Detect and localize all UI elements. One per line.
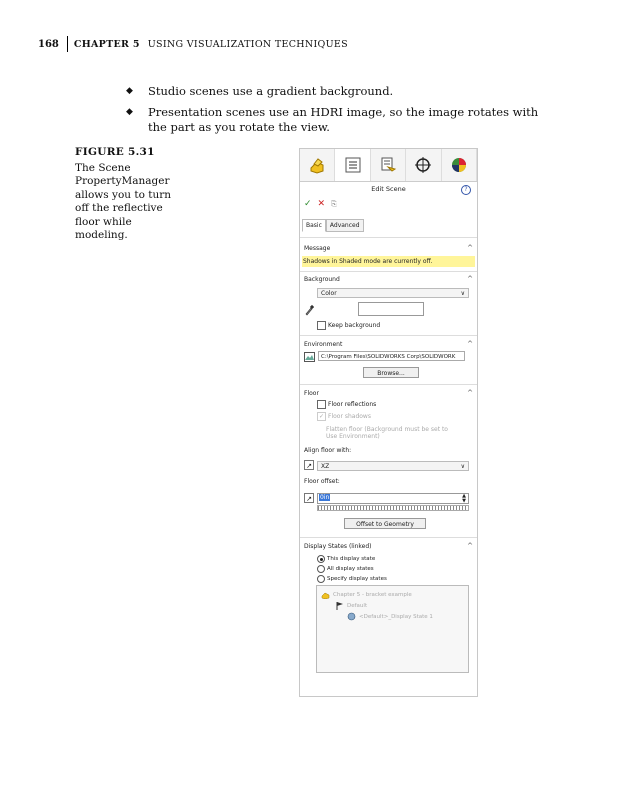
bullet-diamond-icon: ◆ xyxy=(126,107,133,117)
radio-button[interactable] xyxy=(317,555,325,563)
tree-node-config[interactable] xyxy=(335,601,367,610)
crosshair-icon xyxy=(414,156,432,174)
message-header[interactable] xyxy=(300,243,477,253)
tree-node-root[interactable] xyxy=(321,590,412,599)
flatten-floor-checkbox[interactable] xyxy=(317,426,457,440)
dimxpert-manager-tab[interactable] xyxy=(406,149,441,181)
bullet-diamond-icon: ◆ xyxy=(126,86,133,96)
part-icon xyxy=(308,156,326,174)
message-banner: Shadows in Shaded mode are currently off. xyxy=(302,256,475,267)
tree-node-label: <Default>_Display State 1 xyxy=(359,613,433,620)
message-header-label: Message xyxy=(304,244,331,252)
chapter-title: USING VISUALIZATION TECHNIQUES xyxy=(147,38,348,50)
display-states-header-label: Display States (linked) xyxy=(304,542,372,550)
figure-caption-text: The Scene PropertyManager allows you to turn off the reflective floor while modeling. xyxy=(75,161,172,241)
radio-button[interactable] xyxy=(317,575,325,583)
environment-header[interactable] xyxy=(300,339,477,349)
bullet-text: Studio scenes use a gradient background. xyxy=(148,84,394,98)
feature-manager-tab[interactable] xyxy=(300,149,335,181)
display-state-icon xyxy=(347,612,356,621)
page-header xyxy=(38,36,348,52)
chevron-up-icon[interactable]: ^ xyxy=(467,244,473,252)
floor-header-label: Floor xyxy=(304,389,319,397)
bullet-text: Presentation scenes use an HDRI image, so the image rotates with the part as you rotate the view. xyxy=(148,105,539,134)
display-states-header[interactable] xyxy=(300,541,477,551)
display-manager-tab[interactable] xyxy=(442,149,477,181)
background-header[interactable] xyxy=(300,274,477,284)
offset-to-geometry-button[interactable]: Offset to Geometry xyxy=(344,518,426,529)
chevron-down-icon: ∨ xyxy=(460,290,465,297)
property-manager-tab[interactable] xyxy=(335,149,370,181)
background-type-select[interactable] xyxy=(317,288,469,298)
background-header-label: Background xyxy=(304,275,340,283)
checkbox-box[interactable] xyxy=(317,400,326,409)
chevron-up-icon[interactable]: ^ xyxy=(467,275,473,283)
manager-tab-bar xyxy=(300,149,477,182)
environment-header-label: Environment xyxy=(304,340,343,348)
floor-offset-slider[interactable] xyxy=(317,505,469,511)
keep-background-label: Keep background xyxy=(328,322,381,329)
radio-specify-display-states[interactable] xyxy=(317,575,387,583)
align-floor-label: Align floor with: xyxy=(304,447,352,454)
display-states-tree[interactable] xyxy=(316,585,469,673)
environment-image-icon xyxy=(304,352,315,362)
environment-path-field[interactable]: C:\Program Files\SOLIDWORKS Corp\SOLIDWORK xyxy=(318,351,465,361)
floor-header[interactable] xyxy=(300,388,477,398)
chevron-up-icon[interactable]: ^ xyxy=(467,389,473,397)
divider xyxy=(300,537,477,538)
align-floor-select[interactable] xyxy=(317,461,469,471)
floor-offset-label: Floor offset: xyxy=(304,478,340,485)
configuration-icon xyxy=(379,156,397,174)
align-floor-value: XZ xyxy=(321,463,330,470)
radio-this-display-state[interactable] xyxy=(317,555,375,563)
pushpin-icon[interactable]: ⎘ xyxy=(331,199,337,208)
tab-advanced[interactable]: Advanced xyxy=(326,219,364,232)
appearance-sphere-icon xyxy=(450,156,468,174)
radio-button[interactable] xyxy=(317,565,325,573)
floor-shadows-checkbox[interactable] xyxy=(317,412,371,421)
background-section xyxy=(300,274,477,284)
chevron-up-icon[interactable]: ^ xyxy=(467,340,473,348)
arrow-direction-icon[interactable]: ↗ xyxy=(304,493,314,503)
scene-property-manager xyxy=(299,148,478,697)
divider xyxy=(300,271,477,272)
floor-shadows-label: Floor shadows xyxy=(328,413,371,420)
floor-reflections-label: Floor reflections xyxy=(328,401,377,408)
panel-title: Edit Scene xyxy=(371,185,406,193)
floor-offset-input[interactable] xyxy=(317,493,469,504)
floor-reflections-checkbox[interactable] xyxy=(317,400,376,409)
page-number: 168 xyxy=(38,38,59,50)
checkbox-box[interactable]: ✓ xyxy=(318,413,325,420)
chevron-up-icon[interactable]: ^ xyxy=(467,542,473,550)
eyedropper-icon[interactable] xyxy=(304,304,314,316)
radio-all-display-states[interactable] xyxy=(317,565,374,573)
divider xyxy=(300,335,477,336)
divider xyxy=(300,237,477,238)
bullet-item xyxy=(126,84,546,99)
checkbox-box[interactable] xyxy=(317,321,326,330)
browse-button[interactable]: Browse... xyxy=(363,367,419,378)
configuration-flag-icon xyxy=(335,601,344,610)
arrow-direction-icon[interactable]: ↗ xyxy=(304,460,314,470)
figure-caption xyxy=(75,146,185,243)
spinner-arrows-icon[interactable]: ▲ ▼ xyxy=(462,493,466,504)
cancel-x-icon[interactable]: ✕ xyxy=(317,199,326,209)
tab-basic[interactable]: Basic xyxy=(302,219,326,232)
property-list-icon xyxy=(344,156,362,174)
radio-label: Specify display states xyxy=(327,576,387,582)
radio-label: All display states xyxy=(327,566,374,572)
ok-checkmark-icon[interactable]: ✓ xyxy=(304,199,312,209)
bullet-list xyxy=(126,84,546,141)
floor-offset-value: 0in xyxy=(320,494,330,501)
display-states-section xyxy=(300,541,477,551)
bullet-item xyxy=(126,105,546,135)
keep-background-checkbox[interactable] xyxy=(317,321,380,330)
environment-section xyxy=(300,339,477,349)
part-icon xyxy=(321,590,330,599)
action-buttons xyxy=(304,199,337,209)
divider xyxy=(300,384,477,385)
tree-node-state[interactable] xyxy=(347,612,433,621)
background-color-swatch[interactable] xyxy=(358,302,424,316)
configuration-manager-tab[interactable] xyxy=(371,149,406,181)
chevron-down-icon: ∨ xyxy=(460,463,465,470)
message-section xyxy=(300,243,477,253)
radio-label: This display state xyxy=(327,556,376,562)
header-divider xyxy=(67,36,68,52)
tree-node-label: Chapter 5 - bracket example xyxy=(333,591,412,598)
floor-section xyxy=(300,388,477,398)
background-type-value: Color xyxy=(321,290,337,297)
chapter-label: CHAPTER 5 xyxy=(73,38,140,50)
panel-subtabs xyxy=(302,219,364,232)
help-icon[interactable]: ? xyxy=(461,185,471,195)
tree-node-label: Default xyxy=(347,602,368,609)
figure-label: FIGURE 5.31 xyxy=(75,146,155,158)
flatten-floor-label: Flatten floor (Background must be set to Use Environment) xyxy=(326,426,448,440)
